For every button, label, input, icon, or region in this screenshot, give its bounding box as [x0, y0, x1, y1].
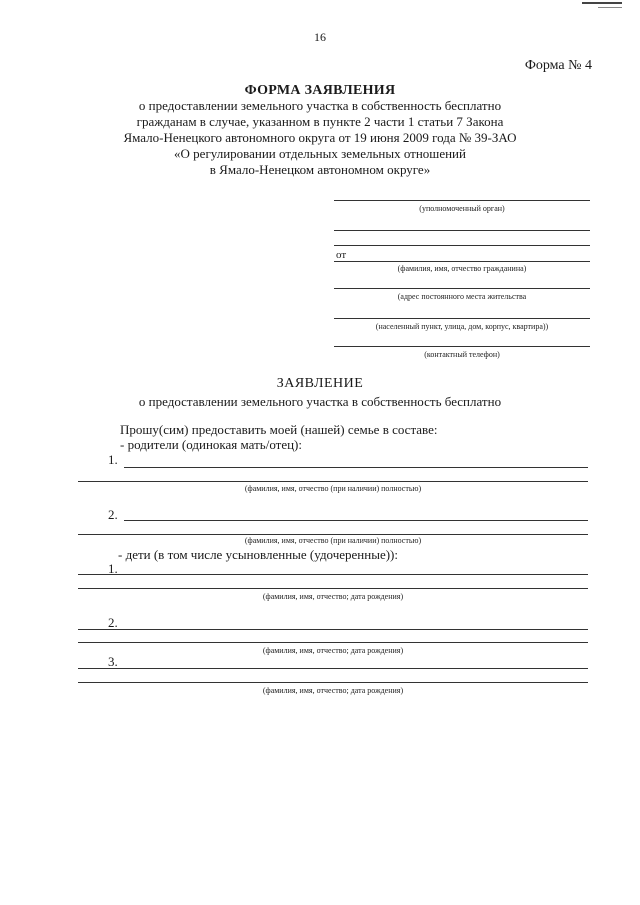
child-2-field-line-2[interactable] — [78, 642, 588, 643]
subtitle-line: Ямало-Ненецкого автономного округа от 19 июня 2009 года № 39-ЗАО — [123, 130, 517, 145]
child-3-caption: (фамилия, имя, отчество; дата рождения) — [262, 686, 404, 695]
parents-label: - родители (одинокая мать/отец): — [120, 437, 302, 452]
child-2-caption: (фамилия, имя, отчество; дата рождения) — [262, 646, 404, 655]
child-2-number: 2. — [108, 615, 118, 630]
child-3-field-line-2[interactable] — [78, 682, 588, 683]
child-1-caption: (фамилия, имя, отчество; дата рождения) — [262, 592, 404, 601]
scan-mark — [598, 7, 622, 8]
authority-field-line-2[interactable] — [334, 230, 590, 231]
child-1-field-line-2[interactable] — [78, 588, 588, 589]
from-label: от — [336, 249, 347, 261]
phone-field-line[interactable] — [334, 346, 590, 347]
address-caption: (адрес постоянного места жительства — [397, 292, 527, 301]
statement-title: ЗАЯВЛЕНИЕ — [276, 376, 364, 391]
parent-2-number: 2. — [108, 507, 118, 522]
statement-subtitle: о предоставлении земельного участка в собственность бесплатно — [138, 394, 502, 409]
locality-field-line[interactable] — [334, 318, 590, 319]
subtitle-line: гражданам в случае, указанном в пункте 2 части 1 статьи 7 Закона — [136, 114, 504, 129]
phone-caption: (контактный телефон) — [424, 350, 500, 359]
page-number: 16 — [314, 30, 326, 44]
authority-caption: (уполномоченный орган) — [419, 204, 505, 213]
parent-1-field-line-2[interactable] — [78, 481, 588, 482]
parent-1-field-line[interactable] — [124, 467, 588, 468]
child-1-number: 1. — [108, 561, 118, 576]
children-label: - дети (в том числе усыновленные (удочеренные)): — [118, 547, 398, 562]
child-1-field-line[interactable] — [78, 574, 588, 575]
child-3-number: 3. — [108, 654, 118, 669]
form-number: Форма № 4 — [524, 58, 592, 73]
scan-mark — [582, 2, 622, 4]
child-3-field-line[interactable] — [78, 668, 588, 669]
subtitle-line: «О регулировании отдельных земельных отношений — [174, 146, 466, 161]
authority-field-line[interactable] — [334, 200, 590, 201]
address-field-line[interactable] — [334, 288, 590, 289]
subtitle-line: о предоставлении земельного участка в собственность бесплатно — [138, 98, 502, 113]
parent-2-caption: (фамилия, имя, отчество (при наличии) полностью) — [244, 536, 422, 545]
request-text: Прошу(сим) предоставить моей (нашей) семье в составе: — [120, 422, 438, 437]
form-title: ФОРМА ЗАЯВЛЕНИЯ — [244, 83, 396, 98]
parent-2-field-line[interactable] — [124, 520, 588, 521]
parent-1-number: 1. — [108, 452, 118, 467]
child-2-field-line[interactable] — [78, 629, 588, 630]
form-subtitle — [90, 98, 550, 178]
authority-field-line-3[interactable] — [334, 245, 590, 246]
subtitle-line: в Ямало-Ненецком автономном округе» — [209, 162, 431, 177]
locality-caption: (населенный пункт, улица, дом, корпус, квартира)) — [375, 322, 549, 331]
fullname-caption: (фамилия, имя, отчество гражданина) — [397, 264, 527, 273]
parent-1-caption: (фамилия, имя, отчество (при наличии) полностью) — [244, 484, 422, 493]
fullname-field-line[interactable] — [334, 261, 590, 262]
parent-2-field-line-2[interactable] — [78, 534, 588, 535]
